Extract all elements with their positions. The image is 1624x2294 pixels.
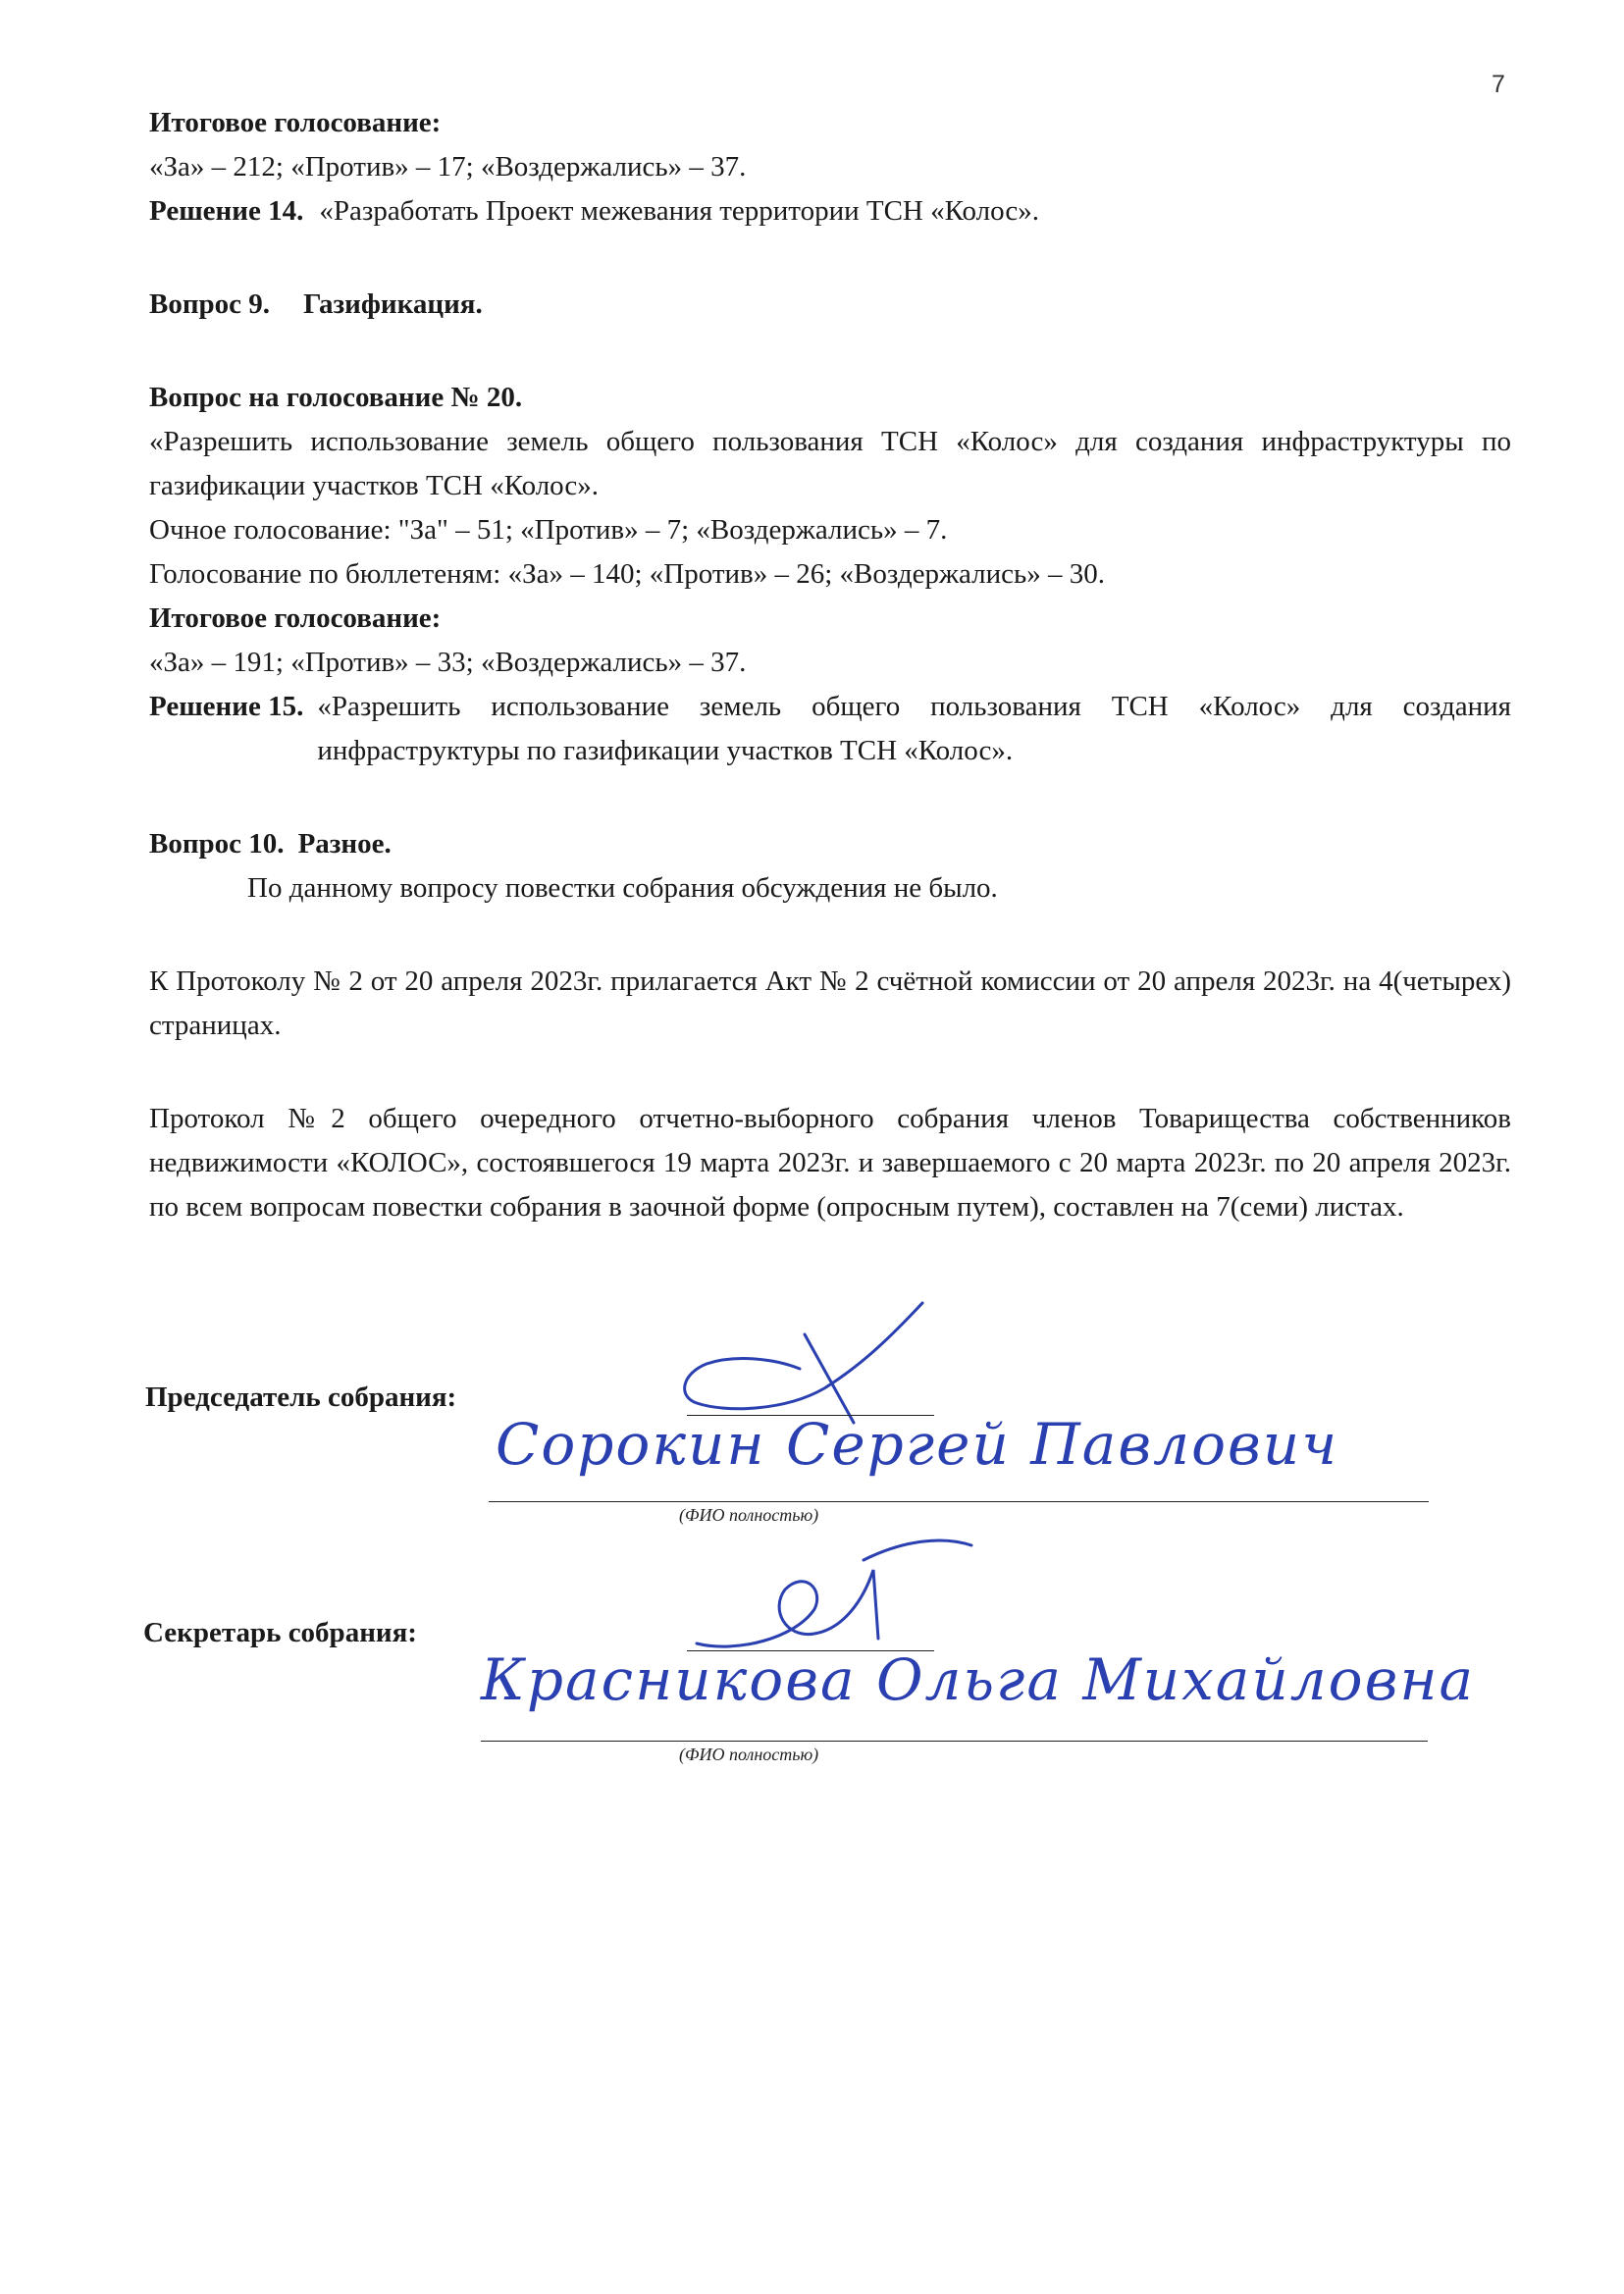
question-10-text: По данному вопросу повестки собрания обсуждения не было. [247, 872, 998, 904]
page-number: 7 [1492, 71, 1505, 98]
protocol-paragraph: Протокол №2 общего очередного отчетно-выборного собрания членов Товарищества собственников недвижимости «КОЛОС», состоявшегося 19 марта 2023г. и завершаемого с 20 марта 2023г. по 20 апреля 2023г. по всем вопросам повестки собрания в заочной форме (опросным путем), составлен на 7(семи) листах. [149, 1103, 1511, 1223]
question-label: Вопрос 10. [149, 828, 285, 860]
secretary-label: Секретарь собрания: [143, 1617, 417, 1648]
fio-caption: (ФИО полностью) [679, 1745, 819, 1764]
secretary-signature-block [0, 1531, 1624, 1764]
attachment-paragraph: К Протоколу № 2 от 20 апреля 2023г. прилагается Акт № 2 счётной комиссии от 20 апреля 2023г. на 4(четырех) страницах. [149, 965, 1511, 1041]
vote-question-20-text: «Разрешить использование земель общего пользования ТСН «Колос» для создания инфраструктуры по газификации участков ТСН «Колос». [149, 426, 1511, 501]
decision-text: «Разрешить использование земель общего пользования ТСН «Колос» для создания инфраструктуры по газификации участков ТСН «Колос». [317, 691, 1511, 766]
decision-label: Решение 14. [149, 195, 304, 227]
secretary-handwritten-name: Красникова Ольга Михайловна [481, 1646, 1476, 1713]
ballot-vote: Голосование по бюллетеням: «За» – 140; «Против» – 26; «Воздержались» – 30. [149, 558, 1105, 590]
vote-question-20-heading: Вопрос на голосование № 20. [149, 382, 523, 413]
chairman-label: Председатель собрания: [145, 1382, 457, 1413]
decision-14 [149, 189, 1511, 234]
question-title: Газификация. [303, 288, 483, 320]
final-vote-results: «За» – 212; «Против» – 17; «Воздержались» – 37. [149, 151, 747, 182]
final-vote-results: «За» – 191; «Против» – 33; «Воздержались» – 37. [149, 647, 747, 678]
name-line [481, 1741, 1428, 1742]
decision-label: Решение 15. [149, 691, 304, 722]
document-body [149, 101, 1511, 1229]
in-person-vote: Очное голосование: "За" – 51; «Против» – 7; «Воздержались» – 7. [149, 514, 948, 546]
decision-text: «Разработать Проект межевания территории ТСН «Колос». [319, 195, 1039, 227]
chairman-handwritten-name: Сорокин Сергей Павлович [496, 1411, 1339, 1478]
question-label: Вопрос 9. [149, 288, 271, 320]
chairman-signature-block [0, 1295, 1624, 1525]
question-title: Разное. [297, 828, 392, 860]
fio-caption: (ФИО полностью) [679, 1505, 819, 1525]
final-vote-heading: Итоговое голосование: [149, 602, 442, 634]
decision-15 [149, 685, 1511, 773]
question-10-heading [149, 822, 1511, 866]
name-line [489, 1501, 1429, 1502]
question-9-heading [149, 283, 1511, 327]
final-vote-heading: Итоговое голосование: [149, 107, 442, 138]
